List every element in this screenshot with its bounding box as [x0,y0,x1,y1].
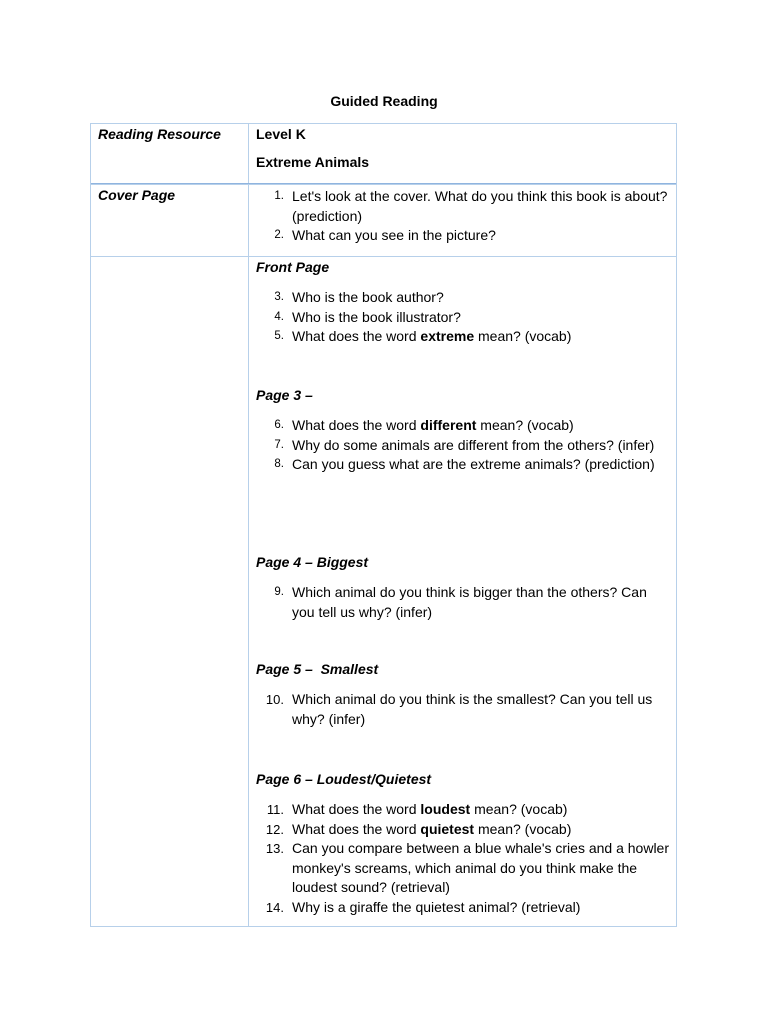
question-text: Let's look at the cover. What do you think this book is about? (prediction) [292,188,668,224]
question-text: Which animal do you think is the smallest? Can you tell us why? (infer) [292,691,653,727]
section-page-4 [256,554,670,622]
resource-details [249,124,676,183]
question-number: 12. [265,821,284,837]
cover-questions [249,185,676,256]
section-heading: Page 3 – [256,387,313,403]
cover-page-row [91,184,676,256]
page-sections [249,257,676,926]
list-item [256,455,670,475]
empty-label-cell [91,257,249,926]
question-list [256,288,670,347]
level-label: Level K [256,126,306,142]
question-text: Can you guess what are the extreme animals? (prediction) [292,456,655,472]
question-text: What does the word quietest mean? (vocab) [292,820,572,837]
question-number: 9. [274,586,284,598]
question-list [256,583,670,622]
page-title: Guided Reading [330,93,438,109]
table-header-row [91,124,676,184]
section-page-3 [256,387,670,475]
book-title: Extreme Animals [256,154,370,170]
question-number: 1. [274,190,284,202]
list-item [256,839,670,898]
question-list [256,800,670,917]
section-heading: Page 4 – Biggest [256,554,369,570]
question-text: Who is the book author? [292,289,444,305]
list-item [256,583,670,622]
question-number: 5. [274,330,284,342]
list-item [256,416,670,436]
question-number: 3. [274,291,284,303]
section-heading: Front Page [256,259,330,275]
question-number: 4. [274,310,284,323]
question-number: 14. [265,899,284,915]
question-text: What does the word extreme mean? (vocab) [292,328,572,344]
guided-reading-table [90,123,677,927]
list-item [256,187,670,226]
question-text: Who is the book illustrator? [292,308,461,325]
question-text: What does the word loudest mean? (vocab) [292,801,568,817]
question-number: 2. [274,229,284,241]
reading-resource-label: Reading Resource [91,124,249,183]
question-text: Can you compare between a blue whale's cries and a howler monkey's screams, which animal do you think make the loudest sound? (retrieval) [292,840,670,895]
list-item [256,308,670,328]
list-item [256,800,670,820]
list-item [256,690,670,729]
question-number: 11. [266,802,284,817]
question-list [256,416,670,475]
list-item [256,288,670,308]
list-item [256,898,670,918]
question-text: What does the word different mean? (vocab) [292,417,574,433]
question-number: 8. [274,458,284,470]
section-heading: Page 5 – Smallest [256,661,379,677]
list-item [256,820,670,840]
question-text: Why is a giraffe the quietest animal? (retrieval) [292,898,581,915]
cover-question-list [256,187,670,246]
question-text: Which animal do you think is bigger than the others? Can you tell us why? (infer) [292,584,647,620]
question-text: What can you see in the picture? [292,227,496,243]
section-front-page [256,259,670,347]
question-number: 10. [265,692,284,707]
pages-row [91,256,676,926]
question-number: 6. [274,419,284,431]
list-item [256,226,670,246]
question-number: 13. [265,841,284,856]
section-page-6 [256,771,670,917]
list-item [256,436,670,456]
question-text: Why do some animals are different from the others? (infer) [292,436,655,453]
list-item [256,327,670,347]
section-heading: Page 6 – Loudest/Quietest [256,771,432,787]
question-number: 7. [274,438,284,451]
section-page-5 [256,661,670,729]
question-list [256,690,670,729]
cover-page-label: Cover Page [91,185,249,256]
